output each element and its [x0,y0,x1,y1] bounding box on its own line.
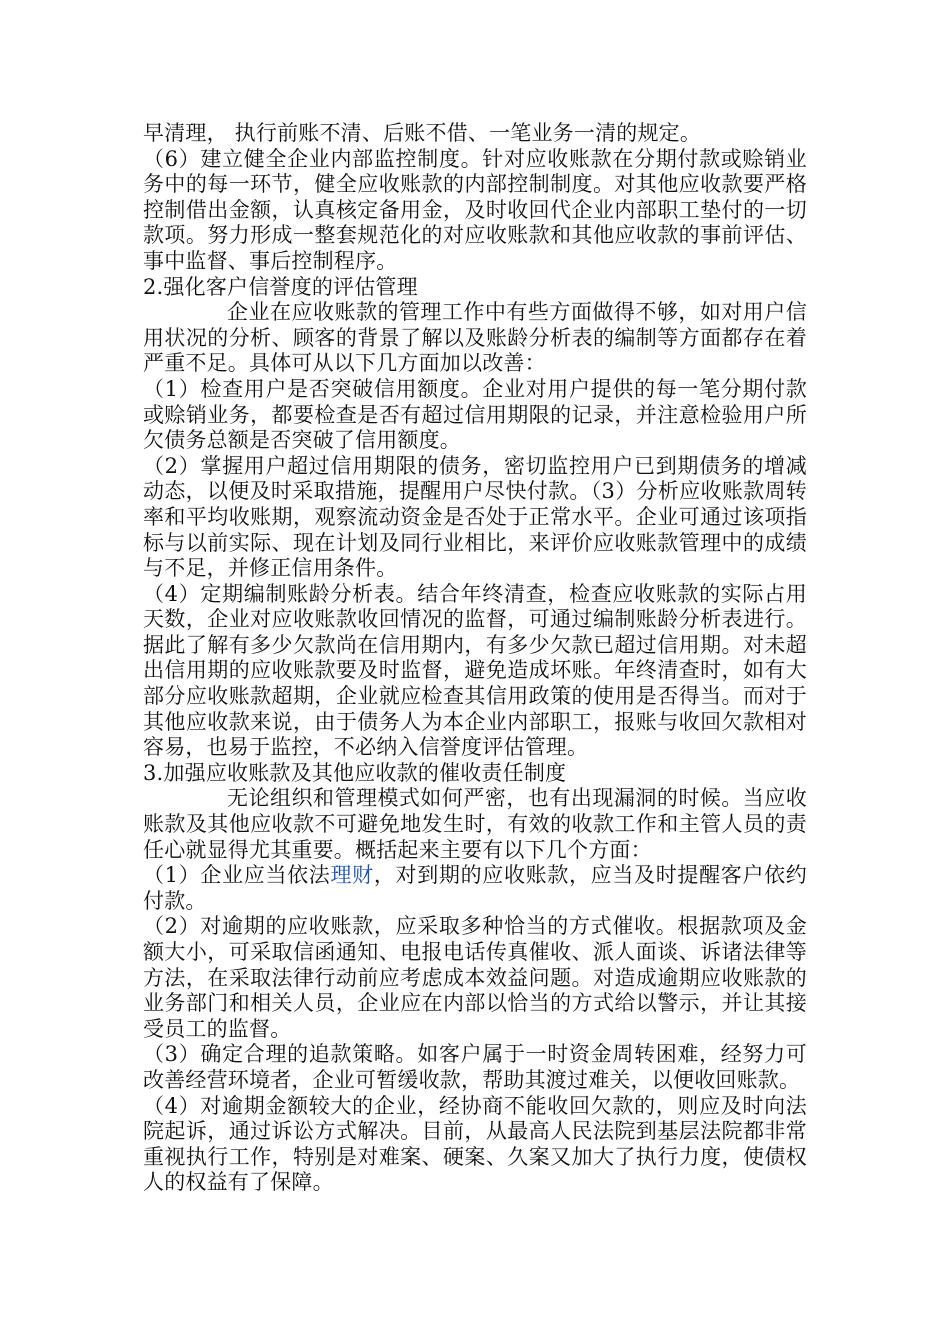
paragraph-internal-control: （6）建立健全企业内部监控制度。针对应收账款在分期付款或赊销业务中的每一环节，健全应收账款的内部控制制度。对其他应收款要严格控制借出金额，认真核定备用金，及时收回代企业内部职工垫付的一切款项。努力形成一整套规范化的对应收账款和其他应收款的事前评估、事中监督、事后控制程序。 [143,146,807,273]
section-heading-collection-responsibility: 3.加强应收账款及其他应收款的催收责任制度 [143,760,567,785]
paragraph-aging-analysis: （4）定期编制账龄分析表。结合年终清查，检查应收账款的实际占用天数，企业对应收账款收回情况的监督，可通过编制账龄分析表进行。据此了解有多少欠款尚在信用期内，有多少欠款已超过信用期。对未超出信用期的应收账款要及时监督，避免造成坏账。年终清查时，如有大部分应收账款超期，企业就应检查其信用政策的使用是否得当。而对于其他应收款来说，由于债务人为本企业内部职工，报账与收回欠款相对容易，也易于监控，不必纳入信誉度评估管理。 [143,581,807,760]
paragraph-legal-finance-text-end: ，对到期的应收账款，应当及时提醒客户依约付款。 [143,863,808,913]
paragraph-cleanup-rule: 早清理， 执行前账不清、后账不借、一笔业务一清的规定。 [143,121,702,145]
paragraph-credit-limit: （1）检查用户是否突破信用额度。企业对用户提供的每一笔分期付款或赊销业务，都要检查是否有超过信用期限的记录，并注意检验用户所欠债务总额是否突破了信用额度。 [143,376,807,453]
paragraph-legal-finance-text-start: （1）企业应当依法 [143,863,331,888]
paragraph-recovery-strategy: （3）确定合理的追款策略。如客户属于一时资金周转困难，经努力可改善经营环境者，企业可暂缓收款，帮助其渡过难关，以便收回账款。 [143,1042,807,1092]
paragraph-collection-intro: 无论组织和管理模式如何严密，也有出现漏洞的时候。当应收账款及其他应收款不可避免地发生时，有效的收款工作和主管人员的责任心就显得尤其重要。概括起来主要有以下几个方面： [143,786,807,862]
paragraph-legal-action: （4）对逾期金额较大的企业，经协商不能收回欠款的，则应及时向法院起诉，通过诉讼方式解决。目前，从最高人民法院到基层法院都非常重视执行工作，特别是对难案、硬案、久案又加大了执行力度，使债权人的权益有了保障。 [143,1093,807,1195]
paragraph-credit-intro: 企业在应收账款的管理工作中有些方面做得不够，如对用户信用状况的分析、顾客的背景了解以及账龄分析表的编制等方面都存在着严重不足。具体可从以下几方面加以改善： [143,300,807,376]
document-body [143,121,807,1196]
finance-link[interactable]: 理财 [330,863,374,888]
section-heading-credit-assessment: 2.强化客户信誉度的评估管理 [143,274,418,299]
paragraph-legal-finance [143,863,807,914]
paragraph-overdue-collection: （2）对逾期的应收账款，应采取多种恰当的方式催收。根据款项及金额大小，可采取信函通知、电报电话传真催收、派人面谈、诉诸法律等方法，在采取法律行动前应考虑成本效益问题。对造成逾期应收账款的业务部门和相关人员，企业应在内部以恰当的方式给以警示，并让其接受员工的监督。 [143,914,807,1041]
paragraph-overdue-debt: （2）掌握用户超过信用期限的债务，密切监控用户已到期债务的增减动态，以便及时采取措施，提醒用户尽快付款。（3）分析应收账款周转率和平均收账期，观察流动资金是否处于正常水平。企业可通过该项指标与以前实际、现在计划及同行业相比，来评价应收账款管理中的成绩与不足，并修正信用条件。 [143,453,807,581]
